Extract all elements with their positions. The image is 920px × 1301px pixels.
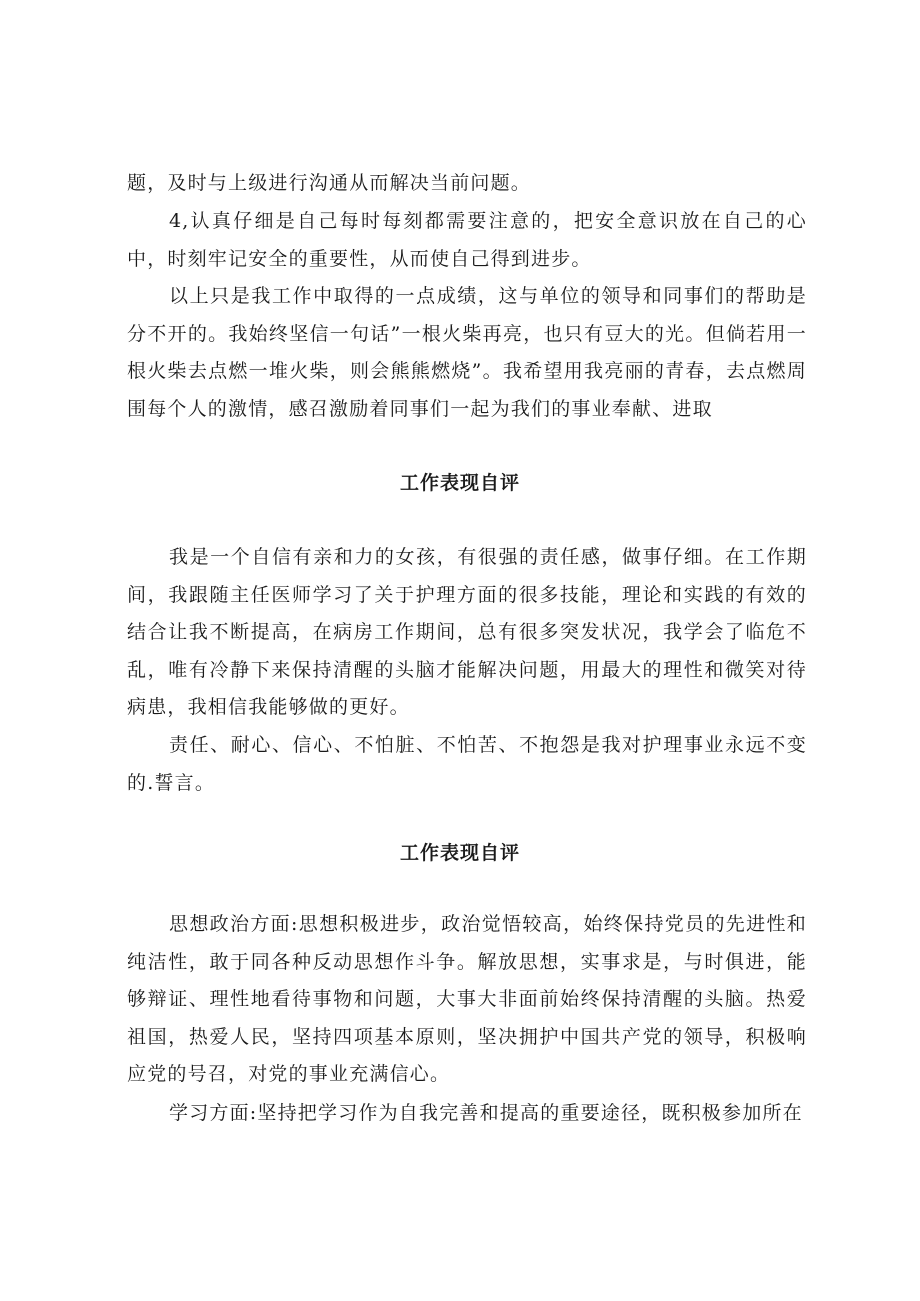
paragraph-oath: 责任、耐心、信心、不怕脏、不怕苦、不抱怨是我对护理事业永远不变的.誓言。 <box>127 734 807 794</box>
paragraph-politics: 思想政治方面:思想积极进步，政治觉悟较高，始终保持党员的先进性和纯洁性，敢于同各种反动思想作斗争。解放思想，实事求是，与时俱进，能够辩证、理性地看待事物和问题，大事大非面前始终保持清醒的头脑。热爱祖国，热爱人民，坚持四项基本原则，坚决拥护中国共产党的领导，积极响应党的号召，对党的事业充满信心。 <box>127 913 807 1085</box>
paragraph-continuation: 题，及时与上级进行沟通从而解决当前问题。 <box>127 172 532 194</box>
paragraph-item-4: 4,认真仔细是自己每时每刻都需要注意的，把安全意识放在自己的心中，时刻牢记安全的重要性，从而使自己得到进步。 <box>127 210 807 270</box>
paragraph-self-introduction: 我是一个自信有亲和力的女孩，有很强的责任感，做事仔细。在工作期间，我跟随主任医师学习了关于护理方面的很多技能，理论和实践的有效的结合让我不断提高，在病房工作期间，总有很多突发状况，我学会了临危不乱，唯有冷静下来保持清醒的头脑才能解决问题，用最大的理性和微笑对待病患，我相信我能够做的更好。 <box>127 546 807 718</box>
paragraph-summary: 以上只是我工作中取得的一点成绩，这与单位的领导和同事们的帮助是分不开的。我始终坚信一句话”一根火柴再亮，也只有豆大的光。但倘若用一根火柴去点燃一堆火柴，则会熊熊燃烧”。我希望用我亮丽的青春，去点燃周围每个人的激情，感召激励着同事们一起为我们的事业奉献、进取 <box>127 285 807 420</box>
paragraph-study: 学习方面:坚持把学习作为自我完善和提高的重要途径，既积极参加所在 <box>169 1102 803 1124</box>
section-title-2: 工作表现自评 <box>399 842 520 864</box>
section-title: 工作表现自评 <box>399 472 520 494</box>
